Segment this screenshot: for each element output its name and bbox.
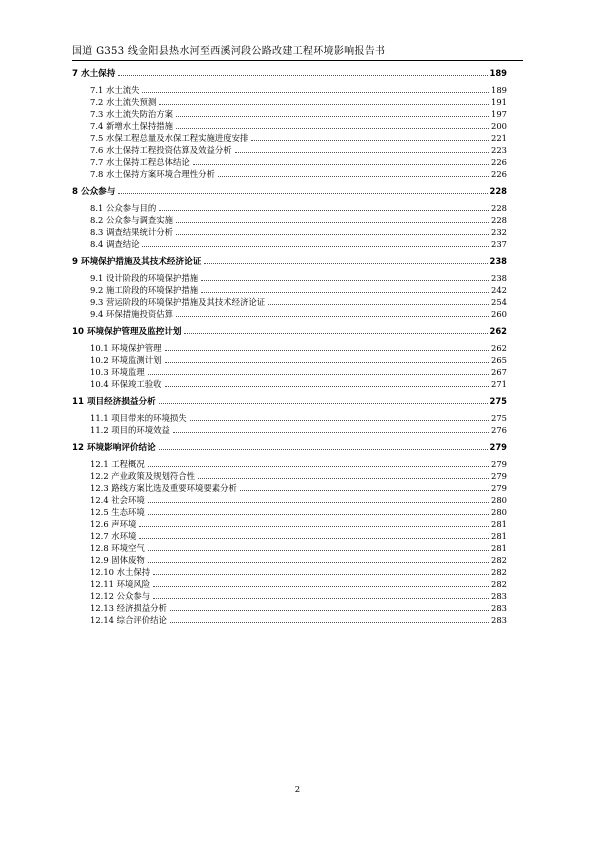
toc-leader-dots	[176, 315, 489, 317]
toc-section-title: 12.5 生态环境	[90, 507, 145, 517]
toc-page-number: 281	[491, 519, 507, 529]
toc-section-title: 7.4 新增水土保持措施	[90, 121, 173, 131]
toc-page-number: 242	[491, 285, 507, 295]
toc-section-title: 10.4 环保竣工验收	[90, 379, 162, 389]
toc-leader-dots	[176, 115, 489, 117]
toc-page-number: 197	[491, 109, 507, 119]
toc-page-number: 260	[491, 309, 507, 319]
toc-section-entry[interactable]	[72, 424, 507, 436]
toc-section-title: 11.1 项目带来的环境损失	[90, 413, 187, 423]
toc-leader-dots	[148, 549, 489, 551]
toc-chapter-title: 10 环境保护管理及监控计划	[72, 327, 182, 337]
toc-leader-dots	[190, 419, 489, 421]
toc-page-number: 221	[491, 133, 507, 143]
toc-page-number: 238	[489, 256, 507, 266]
toc-section-title: 7.7 水土保持工程总体结论	[90, 157, 190, 167]
toc-section-title: 7.6 水土保持工程投资估算及效益分析	[90, 145, 232, 155]
toc-page-number: 262	[489, 326, 507, 336]
toc-section-title: 12.14 综合评价结论	[90, 615, 167, 625]
toc-page-number: 279	[491, 471, 507, 481]
toc-section-entry[interactable]	[72, 542, 507, 554]
toc-section-title: 12.1 工程概况	[90, 459, 145, 469]
toc-section-entry[interactable]	[72, 554, 507, 566]
toc-section-title: 10.2 环境监测计划	[90, 355, 162, 365]
toc-section-title: 9.1 设计阶段的环境保护措施	[90, 273, 199, 283]
toc-section-entry[interactable]	[72, 578, 507, 590]
toc-page-number: 282	[491, 555, 507, 565]
toc-leader-dots	[170, 609, 489, 611]
toc-section-entry[interactable]	[72, 272, 507, 284]
toc-section-entry[interactable]	[72, 144, 507, 156]
toc-page-number: 282	[491, 567, 507, 577]
toc-section-entry[interactable]	[72, 354, 507, 366]
toc-leader-dots	[142, 91, 489, 93]
toc-leader-dots	[159, 103, 489, 105]
toc-chapter-entry[interactable]	[72, 254, 507, 268]
toc-page-number: 279	[489, 442, 507, 452]
toc-leader-dots	[153, 597, 489, 599]
toc-section-title: 9.3 营运阶段的环境保护措施及其技术经济论证	[90, 297, 266, 307]
toc-leader-dots	[118, 192, 487, 194]
running-header: 国道 G353 线金阳县热水河至西溪河段公路改建工程环境影响报告书	[72, 46, 386, 57]
toc-section-entry[interactable]	[72, 96, 507, 108]
toc-leader-dots	[218, 175, 489, 177]
toc-section-entry[interactable]	[72, 132, 507, 144]
toc-chapter-entry[interactable]	[72, 66, 507, 80]
toc-page-number: 275	[489, 396, 507, 406]
toc-section-entry[interactable]	[72, 214, 507, 226]
toc-section-entry[interactable]	[72, 518, 507, 530]
toc-section-entry[interactable]	[72, 108, 507, 120]
toc-page-number: 283	[491, 591, 507, 601]
toc-section-entry[interactable]	[72, 482, 507, 494]
toc-section-entry[interactable]	[72, 602, 507, 614]
toc-section-entry[interactable]	[72, 342, 507, 354]
toc-section-title: 9.2 施工阶段的环境保护措施	[90, 285, 199, 295]
toc-leader-dots	[176, 233, 489, 235]
toc-section-title: 10.3 环境监理	[90, 367, 145, 377]
toc-section-entry[interactable]	[72, 296, 507, 308]
toc-leader-dots	[165, 349, 489, 351]
toc-page-number: 226	[491, 169, 507, 179]
toc-section-title: 12.6 声环境	[90, 519, 137, 529]
toc-section-entry[interactable]	[72, 84, 507, 96]
toc-section-title: 10.1 环境保护管理	[90, 343, 162, 353]
toc-page-number: 237	[491, 239, 507, 249]
toc-chapter-title: 11 项目经济损益分析	[72, 397, 156, 407]
toc-leader-dots	[153, 585, 489, 587]
toc-section-title: 8.4 调查结论	[90, 239, 140, 249]
toc-leader-dots	[193, 163, 489, 165]
toc-leader-dots	[159, 402, 488, 404]
toc-leader-dots	[118, 74, 487, 76]
toc-section-title: 12.9 固体废物	[90, 555, 145, 565]
toc-page-number: 280	[491, 495, 507, 505]
toc-section-entry[interactable]	[72, 168, 507, 180]
toc-leader-dots	[170, 621, 489, 623]
toc-section-entry[interactable]	[72, 412, 507, 424]
toc-leader-dots	[159, 448, 488, 450]
toc-section-title: 8.1 公众参与目的	[90, 203, 157, 213]
toc-section-entry[interactable]	[72, 156, 507, 168]
toc-section-title: 12.11 环境风险	[90, 579, 151, 589]
toc-page-number: 283	[491, 615, 507, 625]
toc-section-title: 7.3 水土流失防治方案	[90, 109, 173, 119]
toc-leader-dots	[201, 279, 489, 281]
toc-page-number: 189	[489, 68, 507, 78]
toc-leader-dots	[176, 127, 489, 129]
toc-chapter-entry[interactable]	[72, 394, 507, 408]
toc-section-entry[interactable]	[72, 238, 507, 250]
toc-leader-dots	[240, 489, 489, 491]
toc-section-entry[interactable]	[72, 506, 507, 518]
toc-leader-dots	[165, 385, 489, 387]
toc-page-number: 280	[491, 507, 507, 517]
toc-leader-dots	[148, 513, 489, 515]
toc-section-title: 12.12 公众参与	[90, 591, 151, 601]
toc-section-entry[interactable]	[72, 470, 507, 482]
toc-page-number: 275	[491, 413, 507, 423]
toc-section-title: 12.8 环境空气	[90, 543, 145, 553]
toc-page-number: 262	[491, 343, 507, 353]
toc-chapter-title: 7 水土保持	[72, 69, 116, 79]
toc-page-number: 265	[491, 355, 507, 365]
toc-page-number: 254	[491, 297, 507, 307]
toc-leader-dots	[148, 561, 489, 563]
toc-page-number: 271	[491, 379, 507, 389]
toc-section-entry[interactable]	[72, 308, 507, 320]
toc-page-number: 232	[491, 227, 507, 237]
toc-page-number: 276	[491, 425, 507, 435]
toc-section-entry[interactable]	[72, 458, 507, 470]
toc-page-number: 281	[491, 543, 507, 553]
header-rule	[72, 60, 523, 61]
toc-leader-dots	[153, 573, 489, 575]
toc-page-number: 281	[491, 531, 507, 541]
toc-leader-dots	[176, 221, 489, 223]
toc-page-number: 282	[491, 579, 507, 589]
toc-chapter-title: 9 环境保护措施及其技术经济论证	[72, 257, 202, 267]
page-number: 2	[294, 785, 301, 795]
toc-chapter-entry[interactable]	[72, 184, 507, 198]
toc-page-number: 200	[491, 121, 507, 131]
toc-section-entry[interactable]	[72, 566, 507, 578]
toc-section-title: 12.10 水土保持	[90, 567, 151, 577]
toc-chapter-entry[interactable]	[72, 324, 507, 338]
toc-page-number: 279	[491, 459, 507, 469]
toc-page-number: 279	[491, 483, 507, 493]
toc-section-title: 11.2 项目的环境效益	[90, 425, 170, 435]
toc-leader-dots	[204, 262, 487, 264]
toc-leader-dots	[198, 477, 489, 479]
toc-page-number: 238	[491, 273, 507, 283]
toc-section-title: 7.1 水土流失	[90, 85, 140, 95]
toc-page-number: 283	[491, 603, 507, 613]
toc-leader-dots	[251, 139, 489, 141]
toc-page-number: 228	[491, 215, 507, 225]
toc-leader-dots	[148, 373, 489, 375]
toc-leader-dots	[165, 361, 489, 363]
toc-section-entry[interactable]	[72, 494, 507, 506]
toc-section-entry[interactable]	[72, 284, 507, 296]
toc-section-entry[interactable]	[72, 202, 507, 214]
toc-section-title: 9.4 环保措施投资估算	[90, 309, 173, 319]
toc-leader-dots	[173, 431, 489, 433]
toc-chapter-title: 12 环境影响评价结论	[72, 443, 156, 453]
toc-chapter-entry[interactable]	[72, 440, 507, 454]
toc-page-number: 267	[491, 367, 507, 377]
toc-section-title: 12.4 社会环境	[90, 495, 145, 505]
toc-leader-dots	[268, 303, 489, 305]
toc-leader-dots	[159, 209, 489, 211]
toc-page-number: 226	[491, 157, 507, 167]
toc-leader-dots	[201, 291, 489, 293]
toc-section-entry[interactable]	[72, 530, 507, 542]
toc-section-title: 8.2 公众参与调查实施	[90, 215, 173, 225]
toc-page-number: 223	[491, 145, 507, 155]
toc-section-entry[interactable]	[72, 590, 507, 602]
toc-section-title: 12.7 水环境	[90, 531, 137, 541]
toc-leader-dots	[139, 537, 489, 539]
toc-section-entry[interactable]	[72, 614, 507, 626]
toc-section-entry[interactable]	[72, 366, 507, 378]
toc-section-title: 7.2 水土流失预测	[90, 97, 157, 107]
toc-leader-dots	[148, 465, 489, 467]
toc-page-number: 228	[489, 186, 507, 196]
toc-section-title: 12.3 路线方案比选及重要环境要素分析	[90, 483, 237, 493]
toc-leader-dots	[139, 525, 489, 527]
toc-section-entry[interactable]	[72, 378, 507, 390]
toc-section-title: 12.2 产业政策及规划符合性	[90, 471, 196, 481]
toc-leader-dots	[142, 245, 489, 247]
toc-section-entry[interactable]	[72, 226, 507, 238]
toc-section-title: 8.3 调查结果统计分析	[90, 227, 173, 237]
toc-leader-dots	[148, 501, 489, 503]
toc-page-number: 228	[491, 203, 507, 213]
table-of-contents	[72, 66, 507, 626]
toc-section-title: 12.13 经济损益分析	[90, 603, 167, 613]
toc-page-number: 189	[491, 85, 507, 95]
toc-section-title: 7.8 水土保持方案环境合理性分析	[90, 169, 215, 179]
toc-page-number: 191	[491, 97, 507, 107]
toc-section-entry[interactable]	[72, 120, 507, 132]
toc-leader-dots	[184, 332, 487, 334]
toc-chapter-title: 8 公众参与	[72, 187, 116, 197]
toc-section-title: 7.5 水保工程总量及水保工程实施进度安排	[90, 133, 249, 143]
toc-leader-dots	[235, 151, 489, 153]
